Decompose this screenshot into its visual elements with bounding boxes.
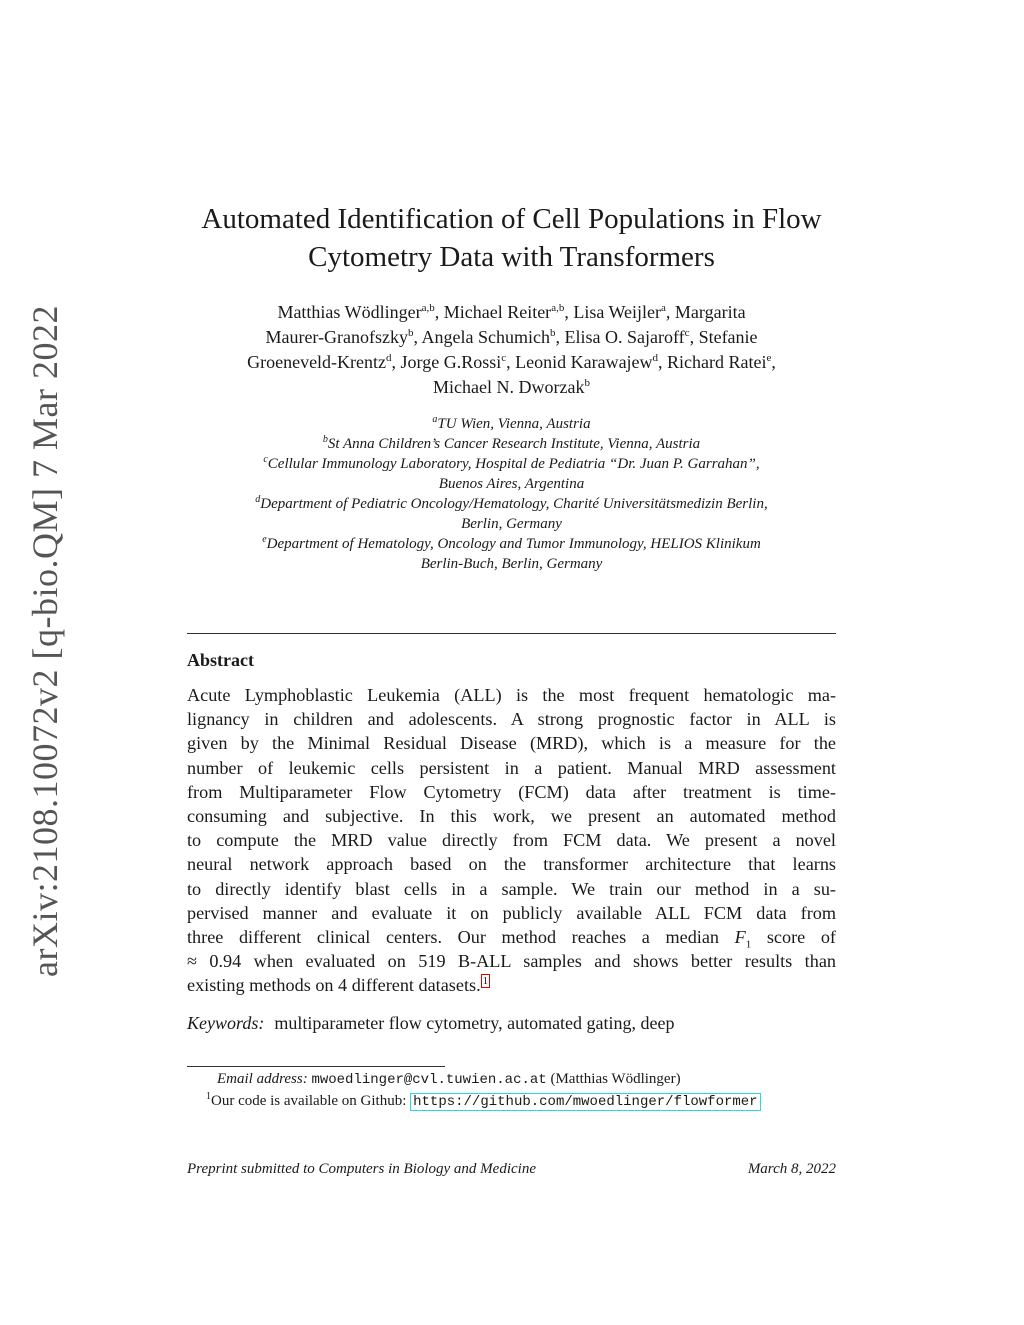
footnotes <box>187 1069 836 1113</box>
abstract-line <box>187 973 836 997</box>
keywords-label: Keywords: <box>187 1013 265 1033</box>
footnote-link[interactable]: 1 <box>482 975 489 988</box>
abstract-line: lignancy in children and adolescents. A strong prognostic factor in ALL is <box>187 709 836 730</box>
affiliation-e <box>187 534 836 554</box>
author-affiliation-marker: d <box>386 352 392 364</box>
keywords <box>187 1011 836 1035</box>
title-line-1: Automated Identification of Cell Populations in Flow <box>201 203 822 235</box>
author-affiliation-marker: b <box>408 327 414 339</box>
arxiv-identifier: arXiv:2108.10072v2 [q-bio.QM] 7 Mar 2022 <box>25 305 65 977</box>
abstract-line: Acute Lymphoblastic Leukemia (ALL) is the most frequent hematologic ma- <box>187 685 836 705</box>
email-owner: (Matthias Wödlinger) <box>550 1071 681 1087</box>
footnote-marker: 1 <box>206 1091 211 1102</box>
code-footnote <box>187 1091 836 1113</box>
abstract-text: score of <box>751 926 836 947</box>
author-name: Jorge G.Rossi <box>400 352 502 372</box>
affiliation-marker: c <box>263 454 268 465</box>
abstract-line: consuming and subjective. In this work, we present an automated method <box>187 805 836 826</box>
affiliation-marker: d <box>255 494 261 505</box>
author-name-part: Groeneveld-Krentz <box>247 352 387 372</box>
author-affiliation-marker: b <box>584 377 590 389</box>
affiliation-marker: a <box>432 414 438 425</box>
abstract-line: given by the Minimal Residual Disease (MRD), which is a measure for the <box>187 733 836 754</box>
abstract-body <box>187 683 836 997</box>
affiliation-text: Cellular Immunology Laboratory, Hospital de Pediatria “Dr. Juan P. Garrahan”, <box>267 456 760 472</box>
email-footnote <box>187 1069 836 1091</box>
email-label: Email address: <box>217 1071 308 1087</box>
section-divider <box>187 633 836 634</box>
abstract-line: number of leukemic cells persistent in a patient. Manual MRD assessment <box>187 757 836 778</box>
abstract-line: pervised manner and evaluate it on publicly available ALL FCM data from <box>187 902 836 923</box>
github-link[interactable]: https://github.com/mwoedlinger/flowformer <box>410 1093 760 1111</box>
author-affiliation-marker: c <box>684 327 690 339</box>
author-affiliation-marker: a,b <box>551 302 565 314</box>
author-name: Elisa O. Sajaroff <box>564 327 685 347</box>
abstract-line: neural network approach based on the transformer architecture that learns <box>187 854 836 875</box>
author-name: Lisa Weijler <box>573 302 662 322</box>
footer-journal: Preprint submitted to Computers in Biology and Medicine <box>187 1161 536 1177</box>
title-line-2: Cytometry Data with Transformers <box>308 241 715 273</box>
affiliation-marker: b <box>322 434 328 445</box>
affiliation-c <box>187 454 836 474</box>
affiliation-e-cont: Berlin-Buch, Berlin, Germany <box>420 556 603 572</box>
abstract-heading: Abstract <box>187 650 254 670</box>
author-affiliation-marker: d <box>652 352 659 364</box>
author-line: Groeneveld-Krentz$^d$, Jorge G.Rossi$^c$, Leonid Karawajew$^d$, Richard Ratei$^e$, <box>247 352 776 372</box>
author-affiliation-marker: e <box>766 352 772 364</box>
math-subscript: 1 <box>745 938 752 951</box>
author-affiliation-marker: c <box>501 352 507 364</box>
paper-title <box>187 200 836 276</box>
affiliation-b <box>187 434 836 454</box>
affiliation-text: TU Wien, Vienna, Austria <box>437 416 591 432</box>
affiliation-d <box>187 494 836 514</box>
code-text: Our code is available on Github: <box>211 1093 411 1109</box>
math-symbol: F <box>734 926 746 947</box>
footnote-divider <box>187 1066 445 1067</box>
page-footer <box>187 1161 836 1178</box>
abstract-text: three different clinical centers. Our method reaches a median <box>187 926 735 947</box>
affiliation-a <box>187 414 836 434</box>
author-name: Matthias Wödlinger <box>277 302 422 322</box>
author-affiliation-marker: a <box>661 302 666 314</box>
affiliation-d-cont: Berlin, Germany <box>461 516 562 532</box>
author-name-part: Margarita <box>674 302 746 322</box>
arxiv-sidebar <box>22 305 68 977</box>
author-name: Michael Reiter <box>443 302 552 322</box>
abstract-line: to directly identify blast cells in a sample. We train our method in a su- <box>187 878 836 899</box>
abstract-line: to compute the MRD value directly from FCM data. We present a novel <box>187 830 836 851</box>
abstract-text: existing methods on 4 different datasets. <box>187 975 481 996</box>
author-name: Angela Schumich <box>421 327 551 347</box>
abstract-line: from Multiparameter Flow Cytometry (FCM) data after treatment is time- <box>187 781 836 802</box>
affiliation-text: St Anna Children’s Cancer Research Institute, Vienna, Austria <box>327 436 701 452</box>
author-name-part: Maurer-Granofszky <box>265 327 409 347</box>
author-name: Leonid Karawajew <box>515 352 653 372</box>
affiliation-text: Department of Pediatric Oncology/Hematology, Charité Universitätsmedizin Berlin, <box>260 496 768 512</box>
author-list <box>187 300 836 400</box>
affiliation-list <box>187 414 836 574</box>
email-address[interactable]: mwoedlinger@cvl.tuwien.ac.at <box>311 1072 547 1088</box>
abstract-line: ≈ 0.94 when evaluated on 519 B-ALL samples and shows better results than <box>187 951 836 972</box>
author-affiliation-marker: a,b <box>421 302 435 314</box>
author-line: Maurer-Granofszky$^b$, Angela Schumich$^b$, Elisa O. Sajaroff$^c$, Stefanie <box>265 327 758 347</box>
author-line <box>187 375 836 400</box>
author-name: Michael N. Dworzak <box>433 377 585 397</box>
author-line: Matthias Wödlinger$^{a,b}$, Michael Reiter$^{a,b}$, Lisa Weijler$^a$, Margarita <box>277 302 746 322</box>
author-name: Richard Ratei <box>667 352 767 372</box>
author-affiliation-marker: b <box>550 327 556 339</box>
keywords-text: multiparameter flow cytometry, automated gating, deep <box>274 1013 675 1033</box>
abstract-line <box>187 925 836 949</box>
affiliation-c-cont: Buenos Aires, Argentina <box>438 476 585 492</box>
footer-date: March 8, 2022 <box>747 1161 836 1177</box>
affiliation-text: Department of Hematology, Oncology and Tumor Immunology, HELIOS Klinikum <box>266 536 761 552</box>
author-name-part: Stefanie <box>698 327 758 347</box>
affiliation-marker: e <box>262 534 267 545</box>
